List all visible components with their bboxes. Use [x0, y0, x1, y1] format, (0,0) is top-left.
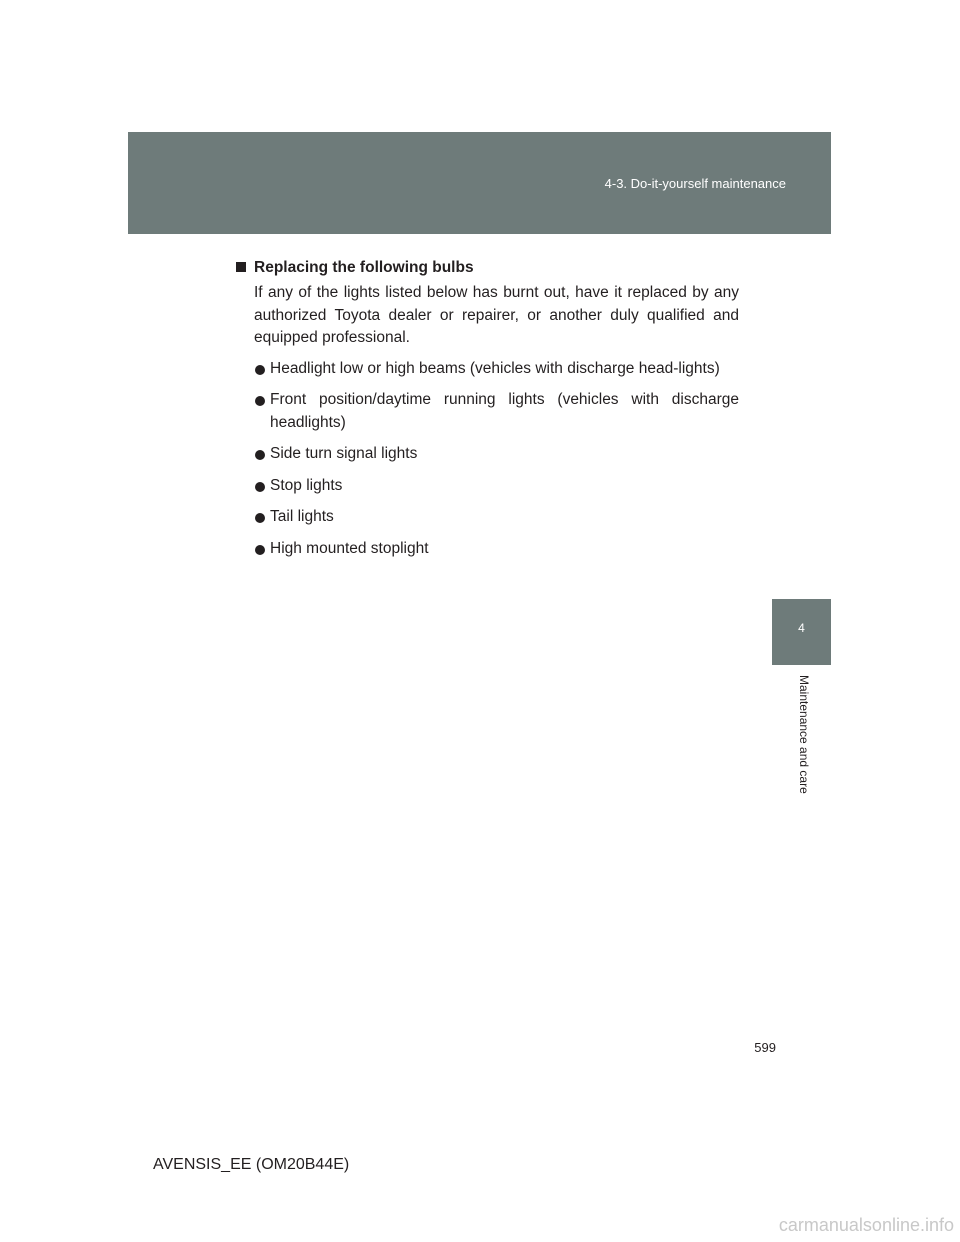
chapter-tab [772, 599, 831, 665]
document-code: AVENSIS_EE (OM20B44E) [153, 1156, 350, 1173]
list-item [233, 475, 739, 498]
chapter-number: 4 [798, 621, 805, 635]
bullet-dot-icon [255, 513, 265, 523]
list-item [233, 358, 739, 381]
list-item-text: Side turn signal lights [270, 445, 418, 462]
bullet-dot-icon [255, 482, 265, 492]
page-content [233, 258, 739, 569]
list-item-text: Tail lights [270, 508, 334, 525]
bullet-dot-icon [255, 545, 265, 555]
bullet-dot-icon [255, 365, 265, 375]
bulb-list [233, 358, 739, 561]
list-item-text: Front position/daytime running lights (vehicles with discharge headlights) [270, 391, 739, 431]
section-heading [233, 258, 739, 278]
header-band [128, 132, 831, 234]
list-item-text: High mounted stoplight [270, 539, 429, 557]
list-item [233, 538, 739, 561]
bullet-dot-icon [255, 450, 265, 460]
list-item [233, 389, 739, 434]
section-title: 4-3. Do-it-yourself maintenance [604, 176, 786, 191]
section-heading-text: Replacing the following bulbs [254, 259, 474, 276]
page-number: 599 [754, 1040, 776, 1055]
intro-paragraph: If any of the lights listed below has burnt out, have it replaced by any authorized Toyota dealer or repairer, or another duly qualified and equipped professional. [254, 284, 739, 346]
chapter-label: Maintenance and care [797, 675, 811, 794]
list-item [233, 443, 739, 466]
list-item [233, 506, 739, 529]
list-item-text: Headlight low or high beams (vehicles with discharge head-lights) [270, 359, 720, 377]
bullet-dot-icon [255, 396, 265, 406]
square-bullet-icon [236, 262, 246, 272]
watermark-text: carmanualsonline.info [778, 1215, 954, 1235]
list-item-text: Stop lights [270, 476, 343, 494]
